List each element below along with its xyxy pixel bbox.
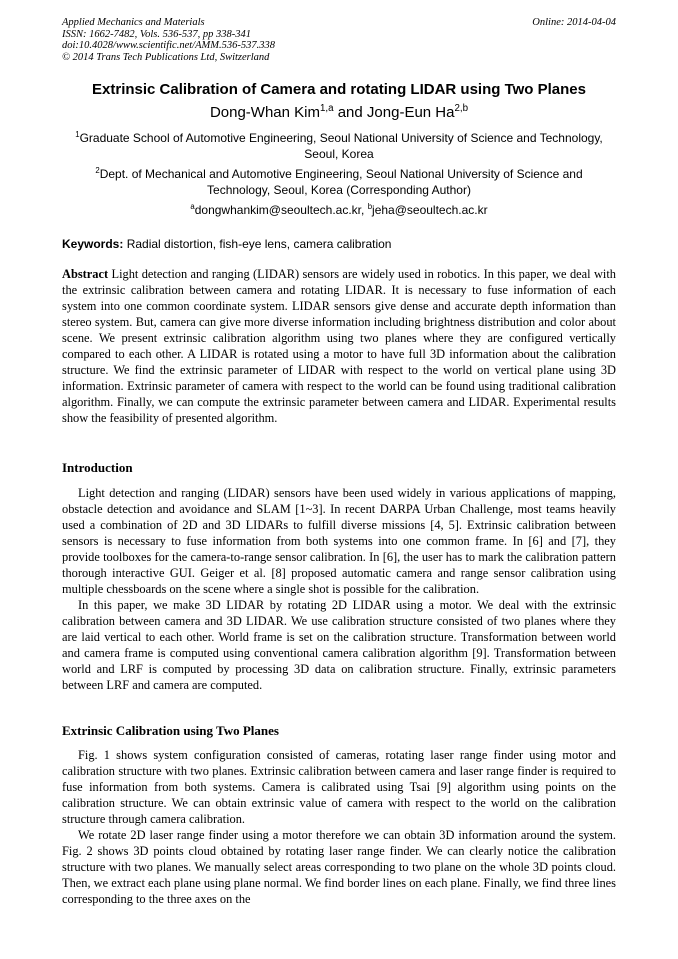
author-and: and (333, 104, 367, 121)
affiliation-1-text: Graduate School of Automotive Engineering, Seoul National University of Science and Technology, Seoul, Korea (79, 131, 603, 161)
affiliation-2-text: Dept. of Mechanical and Automotive Engineering, Seoul National University of Science and Technology, Seoul, Korea (Corresponding Author) (99, 167, 583, 197)
issn-line: ISSN: 1662-7482, Vols. 536-537, pp 338-341 (62, 28, 251, 40)
abstract-label: Abstract (62, 267, 109, 281)
affiliation-1 (70, 130, 608, 162)
copyright-line: © 2014 Trans Tech Publications Ltd, Switzerland (62, 51, 270, 63)
keywords-label: Keywords: (62, 237, 124, 251)
section-2-heading: Extrinsic Calibration using Two Planes (62, 723, 279, 738)
author-2-sup: 2,b (454, 103, 469, 114)
email-line (70, 202, 608, 218)
email-a-sup: a (190, 202, 195, 211)
doi-line: doi:10.4028/www.scientific.net/AMM.536-537.338 (62, 40, 275, 52)
journal-name: Applied Mechanics and Materials (62, 17, 205, 28)
paper-title: Extrinsic Calibration of Camera and rotating LIDAR using Two Planes (92, 81, 586, 98)
email-b: jeha@seoultech.ac.kr (372, 203, 488, 217)
introduction-paragraph-1: Light detection and ranging (LIDAR) sensors have been used widely in various applications of mapping, obstacle detection and avoidance and SLAM [1~3]. In recent DARPA Urban Challenge, most teams heavily used a combination of 2D and 3D LIDARs to fulfill diverse missions [4, 5]. Extrinsic calibration between sensors is necessary to fuse information from both systems into one common frame. In [6] and [7], they provide toolboxes for the camera-to-range sensor calibration. In [6], the user has to mark the calibration pattern thorough interactive GUI. Geiger et al. [8] proposed automatic camera and range sensor calibration using multiple chessboards on the scene where a single shot is possible for the calibration. (62, 486, 616, 596)
author-2: Jong-Eun Ha (366, 104, 455, 121)
section-2-paragraph-2: We rotate 2D laser range finder using a motor therefore we can obtain 3D information around the system. Fig. 2 shows 3D points cloud obtained by rotating laser range finder. We can clearly notice the calibration structure with two planes. We manually select areas corresponding to two plane on the whole 3D points cloud. Then, we extract each plane using plane normal. We find border lines on each plane. Finally, we find three lines corresponding to the three axes on the (62, 828, 616, 906)
affiliation-2-sup: 2 (95, 166, 100, 175)
keywords-text: Radial distortion, fish-eye lens, camera calibration (123, 237, 392, 251)
email-b-sup: b (367, 202, 373, 211)
keywords (62, 237, 616, 251)
email-a: dongwhankim@seoultech.ac.kr, (194, 203, 368, 217)
introduction-paragraph-2: In this paper, we make 3D LIDAR by rotating 2D LIDAR using a motor. We deal with the extrinsic calibration between camera and 3D LIDAR. We use calibration structure consisted of two planes where they are laid vertical to each other. World frame is set on the calibration structure. Transformation between world and camera frame is computed using conventional camera calibration algorithm [9]. Transformation between world and LRF is computed by processing 3D data on calibration structure. Finally, extrinsic parameters between LRF and camera are computed. (62, 598, 616, 692)
author-1: Dong-Whan Kim (209, 104, 320, 121)
introduction-heading: Introduction (62, 460, 133, 475)
affiliation-2 (70, 166, 608, 198)
affiliation-1-sup: 1 (75, 130, 80, 139)
section-2-paragraph-1: Fig. 1 shows system configuration consisted of cameras, rotating laser range finder using motor and calibration structure with two planes. Extrinsic calibration between camera and laser range finder is required to fuse information from both systems. Camera is calibrated using Tsai [9] algorithm using points on the calibration structure. We can obtain extrinsic value of camera with respect to the world on the calibration structure through camera calibration. (62, 748, 616, 826)
online-date: Online: 2014-04-04 (532, 17, 616, 28)
author-1-sup: 1,a (319, 103, 334, 114)
introduction-body (62, 485, 616, 693)
abstract (62, 266, 616, 426)
author-line (40, 104, 638, 121)
abstract-text: Light detection and ranging (LIDAR) sensors are widely used in robotics. In this paper, we deal with the extrinsic calibration between camera and rotating LIDAR. It is necessary to fuse information of each system into one common coordinate system. LIDAR sensors give dense and accurate depth information than stereo system. But, camera can give more diverse information including brightness distribution and color about scene. We present extrinsic calibration algorithm using two planes where they are configured vertically compared to each other. A LIDAR is rotated using a motor to have full 3D information about the calibration structure. We find the extrinsic parameter of LIDAR with respect to the world on vertical plane using 3D information. Extrinsic parameter of camera with respect to the world can be found using traditional calibration algorithm. Finally, we can compute the extrinsic parameter between camera and LIDAR. Experimental results show the feasibility of presented algorithm. (62, 267, 616, 425)
page-header (62, 17, 616, 63)
section-2-body (62, 747, 616, 907)
